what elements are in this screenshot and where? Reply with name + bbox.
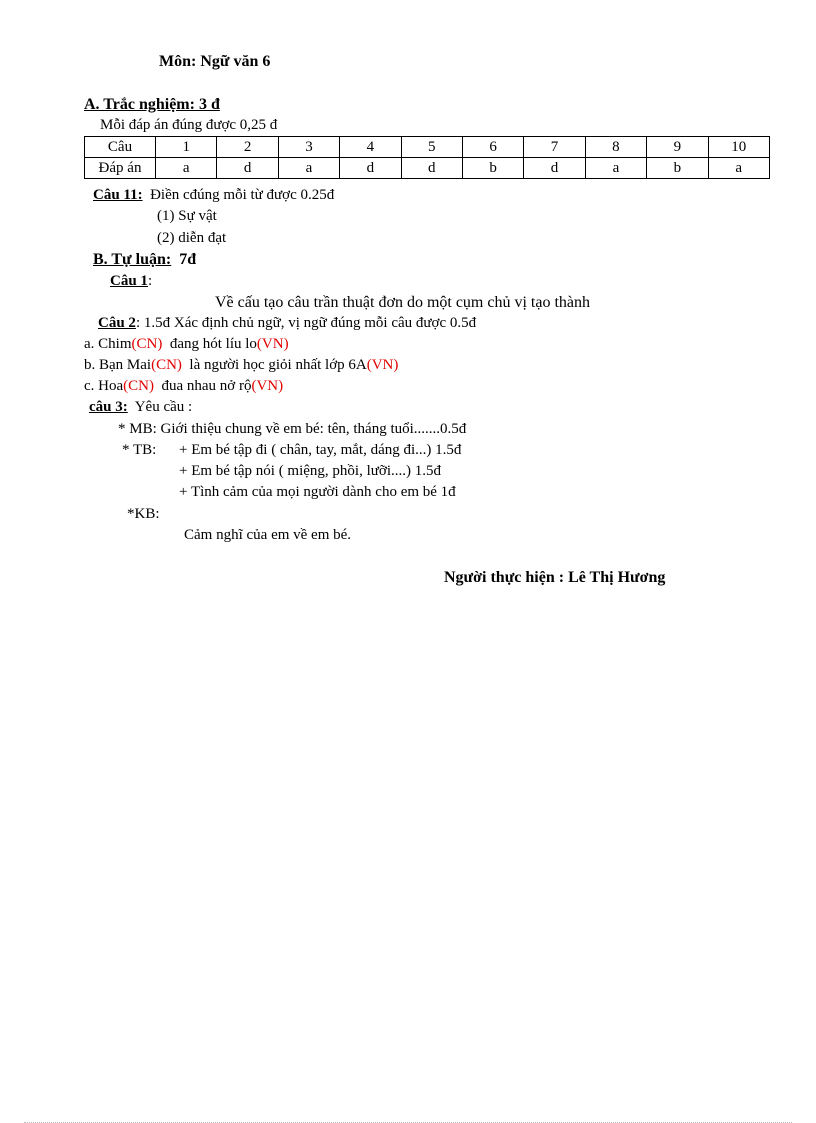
section-b-header [93, 252, 196, 268]
table-row-label: Đáp án [85, 158, 156, 179]
answer-cell: d [524, 158, 585, 179]
answer-cell: b [462, 158, 523, 179]
answer-cell: a [708, 158, 769, 179]
q2-cn-tag: (CN) [131, 336, 163, 352]
answer-cell: a [585, 158, 646, 179]
question-11-item-1: (1) Sự vật [157, 208, 217, 224]
question-number: 2 [217, 137, 278, 158]
question-1 [110, 274, 152, 289]
question-11-label: Câu 11: [93, 187, 143, 203]
q2-subject: a. Chim [84, 336, 132, 352]
q3-tb-label: * TB: [122, 442, 157, 458]
question-1-answer: Về cấu tạo câu trần thuật đơn do một cụm chủ vị tạo thành [215, 294, 591, 311]
q3-tb-2: + Em bé tập nói ( miệng, phồi, lưỡi....) 1.5đ [179, 463, 441, 479]
question-2 [98, 316, 476, 331]
section-b-title: B. Tự luận: [93, 251, 172, 268]
answer-cell: d [217, 158, 278, 179]
question-number: 8 [585, 137, 646, 158]
question-number: 9 [647, 137, 708, 158]
q2-predicate: là người học giỏi nhất lớp 6A [189, 357, 367, 373]
question-number: 6 [462, 137, 523, 158]
table-row [85, 158, 770, 179]
answer-cell: a [156, 158, 217, 179]
question-number: 1 [156, 137, 217, 158]
question-3-label: câu 3: [89, 399, 128, 415]
table-row-label: Câu [85, 137, 156, 158]
q2-vn-tag: (VN) [256, 336, 289, 352]
section-a-note: Mỗi đáp án đúng được 0,25 đ [100, 117, 278, 133]
q2-subject: b. Bạn Mai [84, 357, 152, 373]
q3-mb: * MB: Giới thiệu chung về em bé: tên, tháng tuổi.......0.5đ [118, 421, 467, 437]
q2-vn-tag: (VN) [251, 378, 284, 394]
question-number: 7 [524, 137, 585, 158]
question-number: 10 [708, 137, 769, 158]
question-3 [89, 400, 192, 415]
question-number: 3 [278, 137, 339, 158]
answer-table [84, 136, 770, 179]
q2-line-c [84, 379, 283, 394]
question-2-label: Câu 2 [98, 315, 136, 331]
signature: Người thực hiện : Lê Thị Hương [444, 569, 666, 586]
question-11 [93, 188, 334, 203]
question-11-item-2: (2) diễn đạt [157, 230, 227, 246]
q3-tb-3: + Tình cảm của mọi người dành cho em bé 1đ [179, 484, 456, 500]
question-1-label: Câu 1 [110, 273, 148, 289]
q3-tb-1: + Em bé tập đi ( chân, tay, mắt, dáng đi...) 1.5đ [179, 442, 462, 458]
q3-kb-text: Cảm nghĩ của em về em bé. [184, 527, 352, 543]
q2-cn-tag: (CN) [123, 378, 154, 394]
q2-predicate: đua nhau nở rộ [161, 378, 252, 394]
answer-cell: b [647, 158, 708, 179]
question-11-text: Điền cđúng mỗi từ được 0.25đ [150, 187, 335, 203]
question-1-colon: : [147, 273, 153, 289]
subject-title: Môn: Ngữ văn 6 [159, 53, 271, 70]
q3-kb-label: *KB: [127, 506, 160, 522]
question-number: 4 [340, 137, 401, 158]
question-3-text: Yêu cầu : [134, 399, 193, 415]
q2-cn-tag: (CN) [151, 357, 182, 373]
section-b-points: 7đ [179, 251, 197, 268]
question-2-text: : 1.5đ Xác định chủ ngữ, vị ngữ đúng mỗi câu được 0.5đ [135, 315, 477, 331]
section-a-title: A. Trắc nghiệm: 3 đ [84, 96, 220, 113]
q2-vn-tag: (VN) [366, 357, 399, 373]
answer-cell: d [340, 158, 401, 179]
q2-predicate: đang hót líu lo [169, 336, 257, 352]
answer-cell: d [401, 158, 462, 179]
q2-line-a [84, 337, 289, 352]
q2-line-b [84, 358, 398, 373]
table-row [85, 137, 770, 158]
q2-subject: c. Hoa [84, 378, 124, 394]
question-number: 5 [401, 137, 462, 158]
answer-cell: a [278, 158, 339, 179]
